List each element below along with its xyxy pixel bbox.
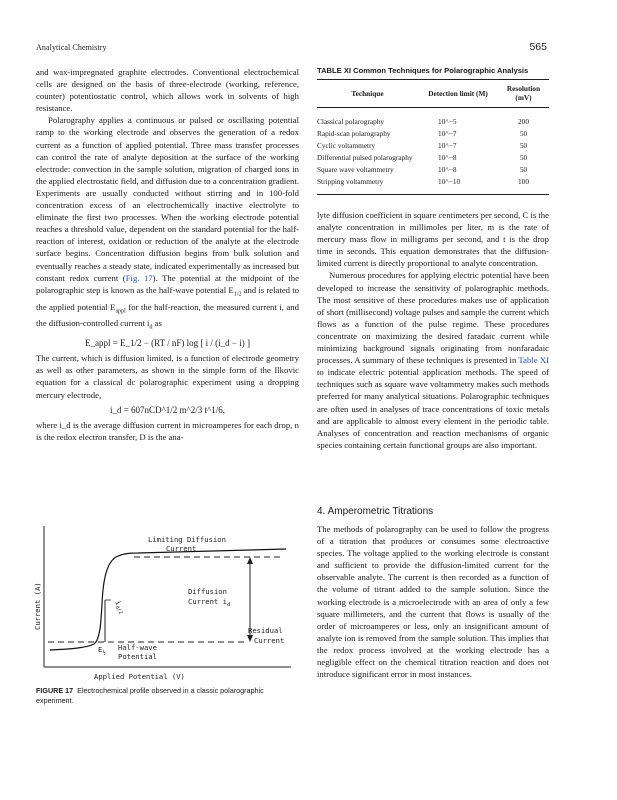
paragraph: where i_d is the average diffusion current in microamperes for each drop, n is the redox electron transfer, D is the ana-	[36, 419, 299, 442]
diffusion-current-label: Diffusion	[188, 587, 227, 596]
paragraph: The current, which is diffusion limited, is a function of electrode geometry as well as other parameters, as shown in the simple form of the Ilkovic equation for a classical dc polarographic experiment using a dropping mercury electrode,	[36, 353, 299, 400]
limiting-current-label-2: Current	[166, 544, 197, 553]
table-link[interactable]: Table XI	[518, 355, 549, 366]
section-heading: 4. Amperometric Titrations	[317, 506, 434, 517]
table-row: Stripping voltammetry 10^−10 100	[317, 176, 549, 195]
table-header: Resolution (mV)	[498, 80, 549, 108]
table-header: Detection limit (M)	[418, 80, 498, 108]
techniques-table	[317, 79, 549, 195]
paragraph: lyte diffusion coefficient in square centimeters per second, C is the analyte concentration in millimoles per liter, m is the rate of mercury mass flow in milligrams per second, and t is the drop time in seconds. This equation demonstrates that the diffusion-limited current is directly proportional to analyte concentration.	[317, 210, 549, 269]
table-row: Classical polarography 10^−5 200	[317, 117, 529, 126]
table-header: Technique	[317, 80, 418, 108]
left-column	[36, 66, 299, 443]
half-wave-label: Half-wave	[118, 643, 157, 652]
right-column-lower	[317, 523, 549, 680]
paragraph: and wax-impregnated graphite electrodes. Conventional electrochemical cells are designed on the basis of three-electrode (working, reference, counter) potentiostatic control, which allows work in solvents of high resistance.	[36, 67, 299, 114]
page-number: 565	[529, 41, 547, 53]
ilkovic-equation: i_d = 607nCD^1/2 m^2/3 t^1/6,	[109, 404, 225, 415]
residual-current-label-2: Current	[254, 636, 285, 645]
paragraph: Numerous procedures for applying electric potential have been developed to increase the sensitivity of polarographic methods. The most sensitive of these procedures makes use of application of short (millisecond) voltage pulses and sample the current which flows as a function of the pulse regime. These procedures concentrate on maximizing the desired faradaic current while minimizing background signals originating from nonfaradaic processes. A summary of these techniques is presented in Table XI to indicate electric potential application methods. The speed of techniques such as square wave voltammetry makes such methods preferred for many analytical situations. Polarographic techniques are often used in analyses of trace concentrations of toxic metals and are applicable to almost every element in the periodic table. Analyses of concentration and reaction mechanisms of organic species containing certain functional groups are also important.	[317, 270, 549, 450]
table-row: Rapid-scan polarography 10^−7 50	[317, 129, 528, 138]
figure-link[interactable]: Fig. 17	[125, 272, 153, 283]
diffusion-current-label-2: Current $i_d$	[188, 597, 231, 608]
residual-current-label: Residual	[248, 626, 283, 635]
limiting-current-label: Limiting Diffusion	[148, 535, 226, 544]
figure-caption: FIGURE 17 Electrochemical profile observed in a classic polarographic experiment.	[36, 686, 264, 705]
half-wave-label-2: Potential	[118, 652, 157, 661]
table-title: TABLE XI Common Techniques for Polarographic Analysis	[317, 66, 529, 75]
x-axis-label: Applied Potential (V)	[94, 672, 185, 681]
table-row: Square wave voltammetry 10^−8 50	[317, 165, 528, 174]
running-header: Analytical Chemistry	[36, 43, 107, 52]
polarogram-figure	[33, 522, 298, 682]
y-axis-label: Current (A)	[33, 582, 42, 630]
nernst-equation: E_appl = E_1/2 − (RT / nF) log [ i / (i_d − i) ]	[84, 338, 250, 349]
right-column	[317, 209, 549, 451]
paragraph: The methods of polarography can be used to follow the progress of a titration that produces or consumes some electroactive species. The voltage applied to the working electrode is constant and sufficient to provide the diffusion-limited current for the observable analyte. The current is then recorded as a function of the volume of titrant added to the sample solution. Since the working electrode is a microelectrode with an area of only a few square millimeters, and the current that flows is usually of the order of microamperes or less, only an insignificant amount of analyte ion is removed from the sample solution. This implies that the redox process involved at the working electrode has a negligible effect on the chemical titration reaction and does not introduce significant error in most instances.	[317, 524, 549, 680]
table-row: Cyclic voltammetry 10^−7 50	[317, 141, 528, 150]
paragraph: Polarography applies a continuous or pulsed or oscillating potential ramp to the working electrode and observes the generation of a redox current as a function of applied potential. Three mass transfer processes can control the rate of analyte deposition at the surface of the working electrode: convection in the sample solution, migration of charged ions in the applied electrostatic field, and diffusion due to a concentration gradient. Experiments are usually conducted without stirring and in 100-fold concentration excess of an electrochemically inactive electrolyte to eliminate the first two processes. When the working electrode potential reaches a threshold value, dependent on the standard potential for the half-reaction of interest, oxidation or reduction of the analyte at the electrode surface begins. Concentration diffusion begins from bulk solution and eventually reaches a steady state, indicated experimentally as increased but constant redox current (Fig. 17). The potential at the midpoint of the polarographic step is known as the half-wave potential $E_{1/2}$ and is related to the applied potential $E_{appl}$ for the half-reaction, the measured current i, and the diffusion-controlled current $i_d$ as	[36, 115, 300, 332]
half-diffusion-label: $i_{d/2}$	[113, 598, 124, 616]
half-wave-symbol: $E_{\frac{1}{2}}$	[98, 645, 106, 656]
table-row: Differential pulsed polarography 10^−8 50	[317, 153, 528, 162]
